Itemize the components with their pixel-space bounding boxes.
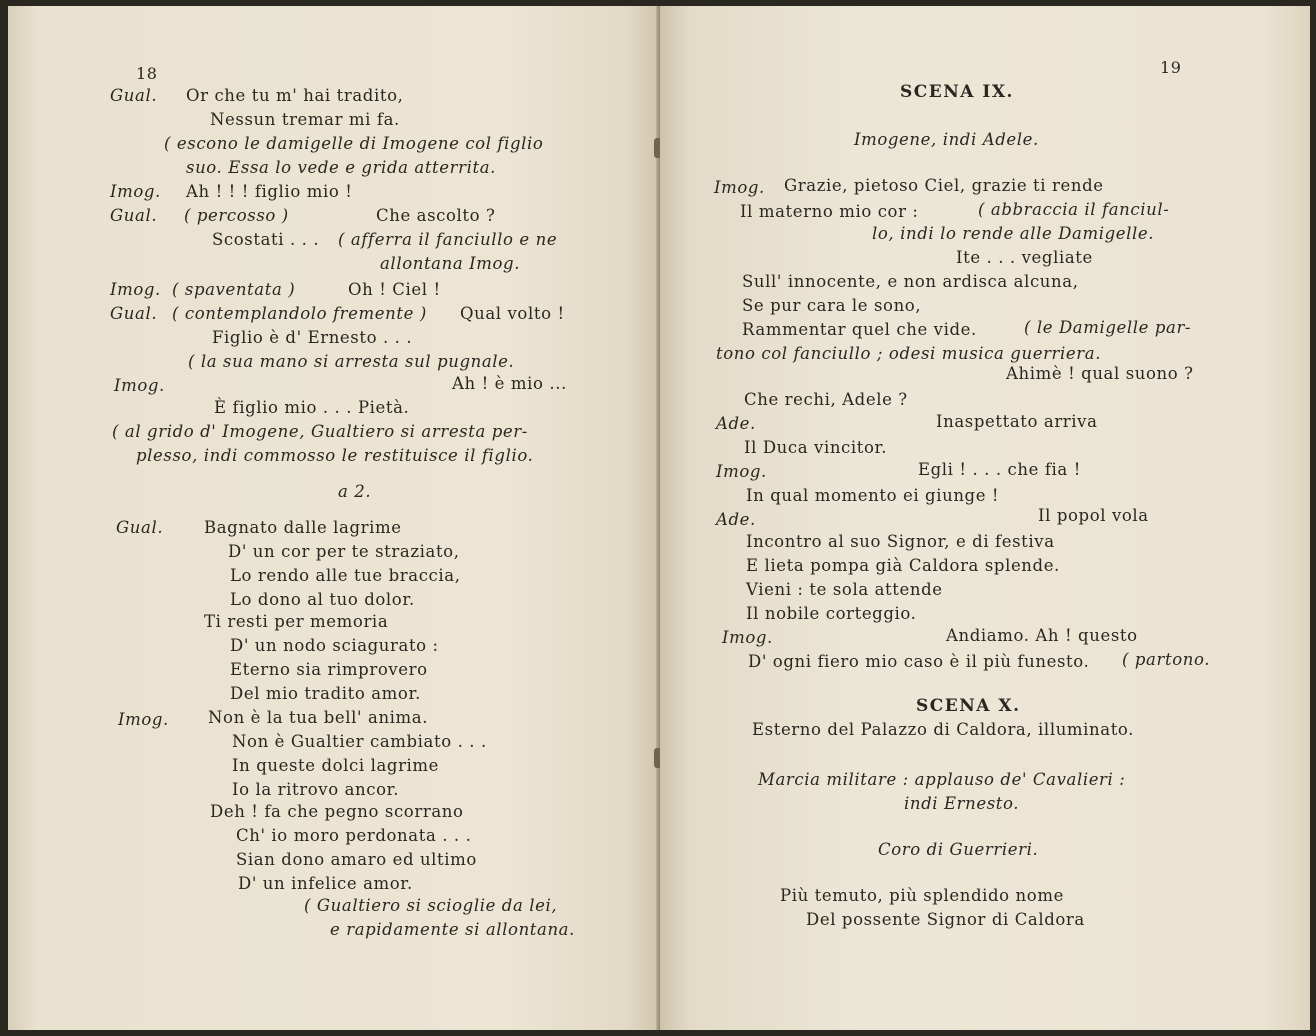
verse-line: Bagnato dalle lagrime xyxy=(204,518,402,537)
stage-direction: ( escono le damigelle di Imogene col figlio xyxy=(164,134,544,153)
verse-line: Il popol vola xyxy=(1038,506,1149,525)
verse-line: Sull' innocente, e non ardisca alcuna, xyxy=(742,272,1079,291)
verse-line: Eterno sia rimprovero xyxy=(230,660,428,679)
verse-line: Io la ritrovo ancor. xyxy=(232,780,400,799)
speaker-label: Imog. xyxy=(110,280,161,299)
verse-line: In qual momento ei giunge ! xyxy=(746,486,1000,505)
left-page xyxy=(8,6,660,1030)
stage-direction: indi Ernesto. xyxy=(904,794,1020,813)
speaker-label: Gual. xyxy=(110,86,158,105)
speaker-label: Gual. xyxy=(110,206,158,225)
verse-line: Lo rendo alle tue braccia, xyxy=(230,566,461,585)
characters-heading: Imogene, indi Adele. xyxy=(854,130,1039,149)
speaker-label: Gual. xyxy=(110,304,158,323)
verse-line: Scostati . . . xyxy=(212,230,320,249)
stage-direction: ( al grido d' Imogene, Gualtiero si arresta per- xyxy=(112,422,528,441)
verse-line: Ti resti per memoria xyxy=(204,612,389,631)
verse-line: Ch' io moro perdonata . . . xyxy=(236,826,472,845)
stage-direction: ( percosso ) xyxy=(184,206,289,225)
verse-line: Che rechi, Adele ? xyxy=(744,390,908,409)
verse-line: Se pur cara le sono, xyxy=(742,296,922,315)
verse-line: E lieta pompa già Caldora splende. xyxy=(746,556,1060,575)
verse-line: Del mio tradito amor. xyxy=(230,684,421,703)
verse-line: Grazie, pietoso Ciel, grazie ti rende xyxy=(784,176,1104,195)
verse-line: Sian dono amaro ed ultimo xyxy=(236,850,477,869)
verse-line: Il nobile corteggio. xyxy=(746,604,917,623)
verse-line: D' ogni fiero mio caso è il più funesto. xyxy=(748,652,1090,671)
scene-heading: SCENA X. xyxy=(916,696,1021,716)
duet-heading: a 2. xyxy=(338,482,372,501)
speaker-label: Imog. xyxy=(722,628,773,647)
stage-direction: tono col fanciullo ; odesi musica guerriera. xyxy=(716,344,1102,363)
verse-line: Incontro al suo Signor, e di festiva xyxy=(746,532,1055,551)
verse-line: Non è la tua bell' anima. xyxy=(208,708,429,727)
chorus-heading: Coro di Guerrieri. xyxy=(878,840,1039,859)
speaker-label: Imog. xyxy=(714,178,765,197)
verse-line: Ah ! è mio ... xyxy=(452,374,567,393)
verse-line: Nessun tremar mi fa. xyxy=(210,110,400,129)
verse-line: Ah ! ! ! figlio mio ! xyxy=(186,182,353,201)
setting-line: Esterno del Palazzo di Caldora, illuminato. xyxy=(752,720,1135,739)
stage-direction: ( abbraccia il fanciul- xyxy=(978,200,1170,219)
stage-direction: ( afferra il fanciullo e ne xyxy=(338,230,558,249)
verse-line: Più temuto, più splendido nome xyxy=(780,886,1064,905)
speaker-label: Imog. xyxy=(118,710,169,729)
verse-line: È figlio mio . . . Pietà. xyxy=(214,398,410,417)
verse-line: Vieni : te sola attende xyxy=(746,580,943,599)
stage-direction: ( Gualtiero si scioglie da lei, xyxy=(304,896,558,915)
speaker-label: Imog. xyxy=(114,376,165,395)
verse-line: Oh ! Ciel ! xyxy=(348,280,441,299)
verse-line: Lo dono al tuo dolor. xyxy=(230,590,415,609)
verse-line: Rammentar quel che vide. xyxy=(742,320,977,339)
verse-line: Inaspettato arriva xyxy=(936,412,1098,431)
verse-line: Qual volto ! xyxy=(460,304,565,323)
verse-line: Non è Gualtier cambiato . . . xyxy=(232,732,487,751)
stage-direction: ( le Damigelle par- xyxy=(1024,318,1192,337)
stage-direction: plesso, indi commosso le restituisce il figlio. xyxy=(136,446,534,465)
verse-line: D' un infelice amor. xyxy=(238,874,413,893)
stage-direction: lo, indi lo rende alle Damigelle. xyxy=(872,224,1155,243)
verse-line: Egli ! . . . che fia ! xyxy=(918,460,1081,479)
speaker-label: Gual. xyxy=(116,518,164,537)
verse-line: Del possente Signor di Caldora xyxy=(806,910,1085,929)
stage-direction: ( contemplandolo fremente ) xyxy=(172,304,427,323)
stage-direction: ( spaventata ) xyxy=(172,280,296,299)
verse-line: Ahimè ! qual suono ? xyxy=(1006,364,1194,383)
page-number: 18 xyxy=(136,64,158,83)
verse-line: Il Duca vincitor. xyxy=(744,438,888,457)
verse-line: Ite . . . vegliate xyxy=(956,248,1093,267)
speaker-label: Ade. xyxy=(716,414,756,433)
stage-direction: suo. Essa lo vede e grida atterrita. xyxy=(186,158,497,177)
verse-line: Andiamo. Ah ! questo xyxy=(946,626,1138,645)
verse-line: Il materno mio cor : xyxy=(740,202,919,221)
verse-line: D' un cor per te straziato, xyxy=(228,542,460,561)
verse-line: Deh ! fa che pegno scorrano xyxy=(210,802,464,821)
speaker-label: Ade. xyxy=(716,510,756,529)
stage-direction: e rapidamente si allontana. xyxy=(330,920,575,939)
right-page xyxy=(660,6,1310,1030)
page-number: 19 xyxy=(1160,58,1182,77)
verse-line: D' un nodo sciagurato : xyxy=(230,636,439,655)
verse-line: Che ascolto ? xyxy=(376,206,496,225)
verse-line: Or che tu m' hai tradito, xyxy=(186,86,404,105)
scene-heading: SCENA IX. xyxy=(900,82,1014,102)
stage-direction: Marcia militare : applauso de' Cavalieri : xyxy=(758,770,1126,789)
speaker-label: Imog. xyxy=(716,462,767,481)
stage-direction: ( la sua mano si arresta sul pugnale. xyxy=(188,352,515,371)
stage-direction: allontana Imog. xyxy=(380,254,521,273)
stage-direction: ( partono. xyxy=(1122,650,1211,669)
speaker-label: Imog. xyxy=(110,182,161,201)
verse-line: In queste dolci lagrime xyxy=(232,756,440,775)
verse-line: Figlio è d' Ernesto . . . xyxy=(212,328,413,347)
